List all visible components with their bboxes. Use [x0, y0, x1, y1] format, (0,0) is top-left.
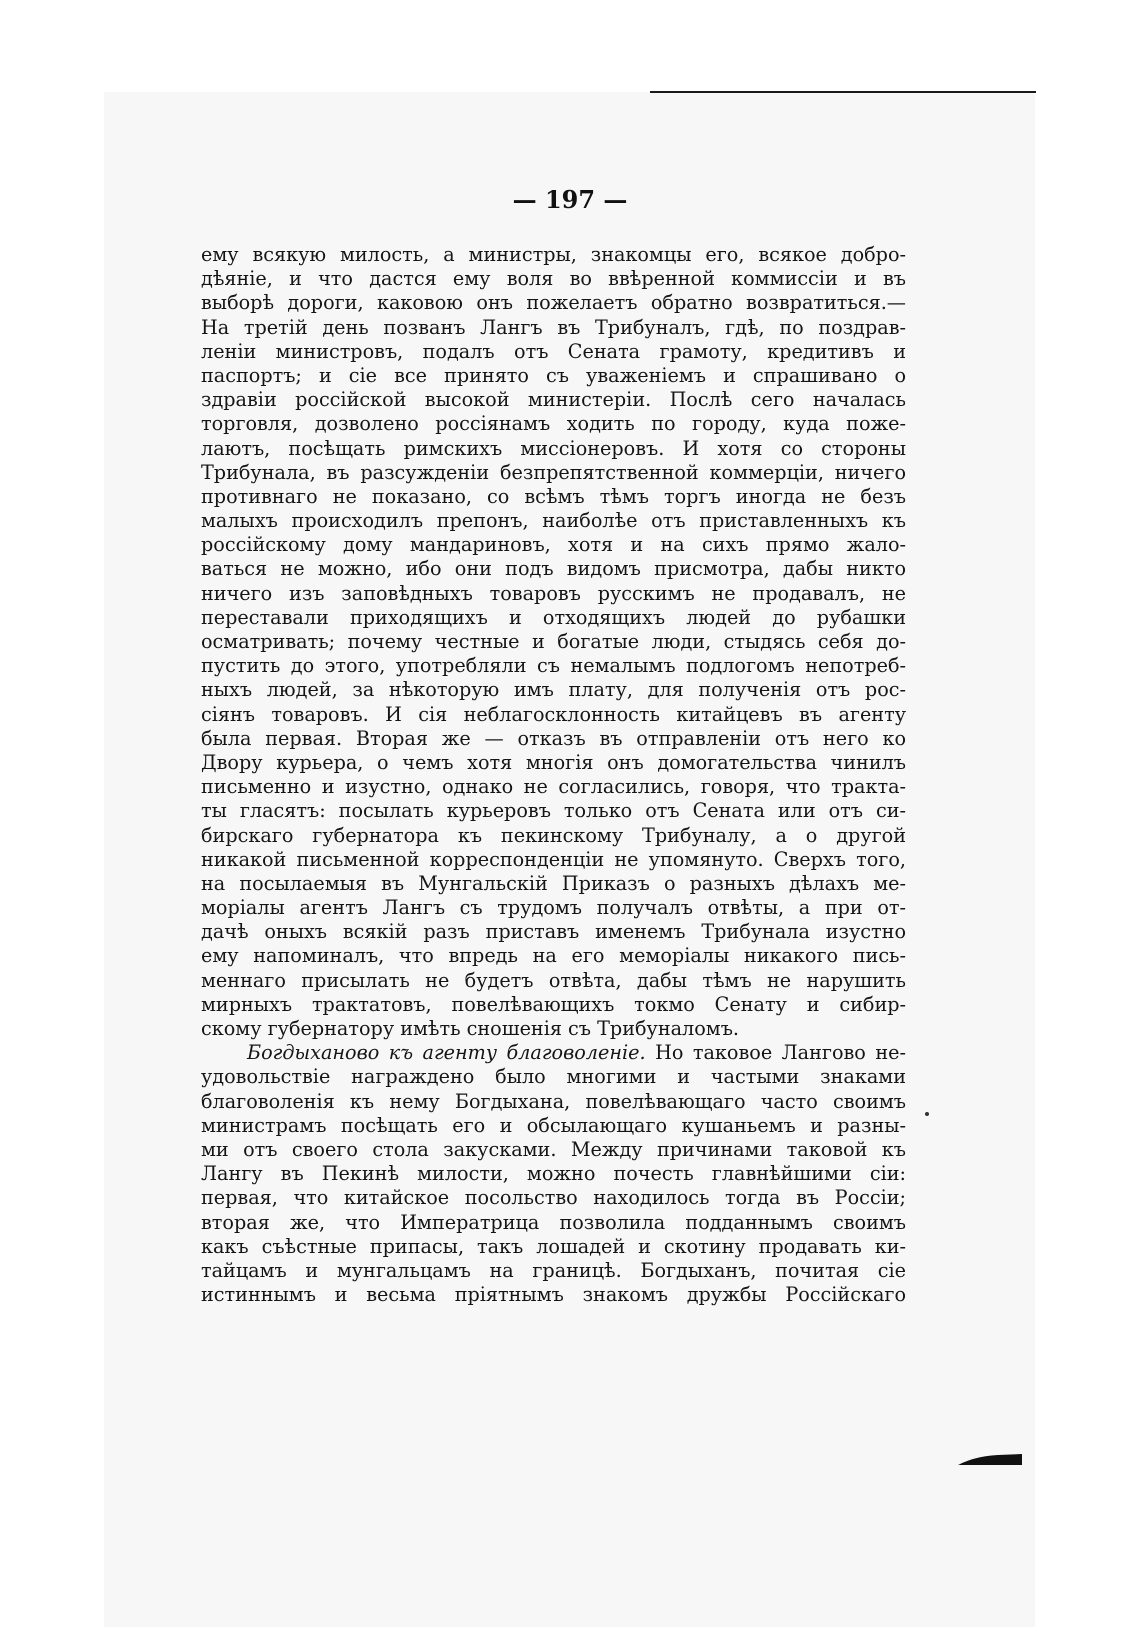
text-line: малыхъ происходилъ препонъ, наиболѣе отъ приставленныхъ къ — [201, 509, 906, 533]
ink-smudge-mark — [958, 1453, 1022, 1469]
stray-ink-dot — [925, 1112, 929, 1116]
text-line: паспортъ; и сіе все принято съ уваженіемъ и спрашивано о — [201, 363, 906, 387]
text-line: ты гласятъ: посылать курьеровъ только отъ Сената или отъ си- — [201, 799, 906, 823]
text-line: истиннымъ и весьма пріятнымъ знакомъ дружбы Россійскаго — [201, 1283, 906, 1307]
paragraph-2-first-line — [201, 1041, 906, 1065]
body-text — [201, 243, 906, 1307]
text-line: ему всякую милость, а министры, знакомцы его, всякое добро- — [201, 243, 906, 266]
text-line: сіянъ товаровъ. И сія неблагосклонность китайцевъ въ агенту — [201, 702, 906, 726]
text-line: вторая же, что Императрица позволила подданнымъ своимъ — [201, 1210, 906, 1234]
paragraph-1 — [201, 243, 906, 1041]
text-line: Двору курьера, о чемъ хотя многія онъ домогательства чинилъ — [201, 750, 906, 774]
paragraph-2 — [201, 1041, 906, 1307]
text-line: моріалы агентъ Лангъ съ трудомъ получалъ отвѣты, а при от- — [201, 896, 906, 920]
text-line: министрамъ посѣщать его и обсылающаго кушаньемъ и разны- — [201, 1113, 906, 1137]
text-line: ему напоминалъ, что впредь на его меморіалы никакого пись- — [201, 944, 906, 968]
text-line: переставали приходящихъ и отходящихъ людей до рубашки — [201, 605, 906, 629]
text-line: на посылаемыя въ Мунгальскій Приказъ о разныхъ дѣлахъ ме- — [201, 871, 906, 895]
top-rule-line — [650, 91, 1036, 93]
text-line: ми отъ своего стола закусками. Между причинами таковой къ — [201, 1137, 906, 1161]
text-line: мирныхъ трактатовъ, повелѣвающихъ токмо Сенату и сибир- — [201, 992, 906, 1016]
text-line: пустить до этого, употребляли съ немалымъ подлогомъ непотреб- — [201, 654, 906, 678]
text-line: ничего изъ заповѣдныхъ товаровъ русскимъ не продавалъ, не — [201, 581, 906, 605]
text-line: торговля, дозволено россіянамъ ходить по городу, куда поже- — [201, 412, 906, 436]
text-line: бирскаго губернатора къ пекинскому Трибуналу, а о другой — [201, 823, 906, 847]
text-line: никакой письменной корреспонденціи не упомянуто. Сверхъ того, — [201, 847, 906, 871]
text-line: На третій день позванъ Лангъ въ Трибуналъ, гдѣ, по поздрав- — [201, 315, 906, 339]
text-line: благоволенія къ нему Богдыхана, повелѣвающаго часто своимъ — [201, 1089, 906, 1113]
text-line: Трибунала, въ разсужденіи безпрепятственной коммерціи, ничего — [201, 460, 906, 484]
text-line: удовольствіе награждено было многими и частыми знаками — [201, 1065, 906, 1089]
text-line: Лангу въ Пекинѣ милости, можно почесть главнѣйшими сіи: — [201, 1162, 906, 1186]
text-line: ваться не можно, ибо они подъ видомъ присмотра, дабы никто — [201, 557, 906, 581]
page-number: — 197 — — [512, 185, 628, 214]
text-line: тайцамъ и мунгальцамъ на границѣ. Богдыханъ, почитая сіе — [201, 1258, 906, 1282]
text-line: первая, что китайское посольство находилось тогда въ Россіи; — [201, 1186, 906, 1210]
paragraph-2-first-line-text: Но таковое Лангово не- — [645, 1041, 906, 1065]
text-line: осматривать; почему честные и богатые люди, стыдясь себя до- — [201, 630, 906, 653]
marginal-note: Богдыханово къ агенту благоволеніе. — [247, 1041, 646, 1065]
text-line: ныхъ людей, за нѣкоторую имъ плату, для полученія отъ рос- — [201, 678, 906, 702]
text-line: была первая. Вторая же — отказъ въ отправленіи отъ него ко — [201, 726, 906, 750]
text-line: меннаго присылать не будетъ отвѣта, дабы тѣмъ не нарушить — [201, 968, 906, 992]
text-line: россійскому дому мандариновъ, хотя и на сихъ прямо жало- — [201, 533, 906, 557]
text-line: письменно и изустно, однако не согласились, говоря, что тракта- — [201, 775, 906, 799]
text-line: дѣяніе, и что дастся ему воля во ввѣренной коммиссіи и въ — [201, 267, 906, 291]
text-line: противнаго не показано, со всѣмъ тѣмъ торгъ иногда не безъ — [201, 484, 906, 508]
text-line: выборѣ дороги, каковою онъ пожелаетъ обратно возвратиться.— — [201, 291, 906, 315]
text-line: скому губернатору имѣть сношенія съ Трибуналомъ. — [201, 1017, 740, 1040]
text-line: лаютъ, посѣщать римскихъ миссіонеровъ. И хотя со стороны — [201, 436, 906, 460]
text-line: дачѣ оныхъ всякій разъ приставъ именемъ Трибунала изустно — [201, 920, 906, 944]
text-line: здравіи россійской высокой министеріи. Послѣ сего началась — [201, 388, 906, 412]
text-line: какъ съѣстные припасы, такъ лошадей и скотину продавать ки- — [201, 1234, 906, 1258]
text-line: леніи министровъ, подалъ отъ Сената грамоту, кредитивъ и — [201, 339, 906, 363]
